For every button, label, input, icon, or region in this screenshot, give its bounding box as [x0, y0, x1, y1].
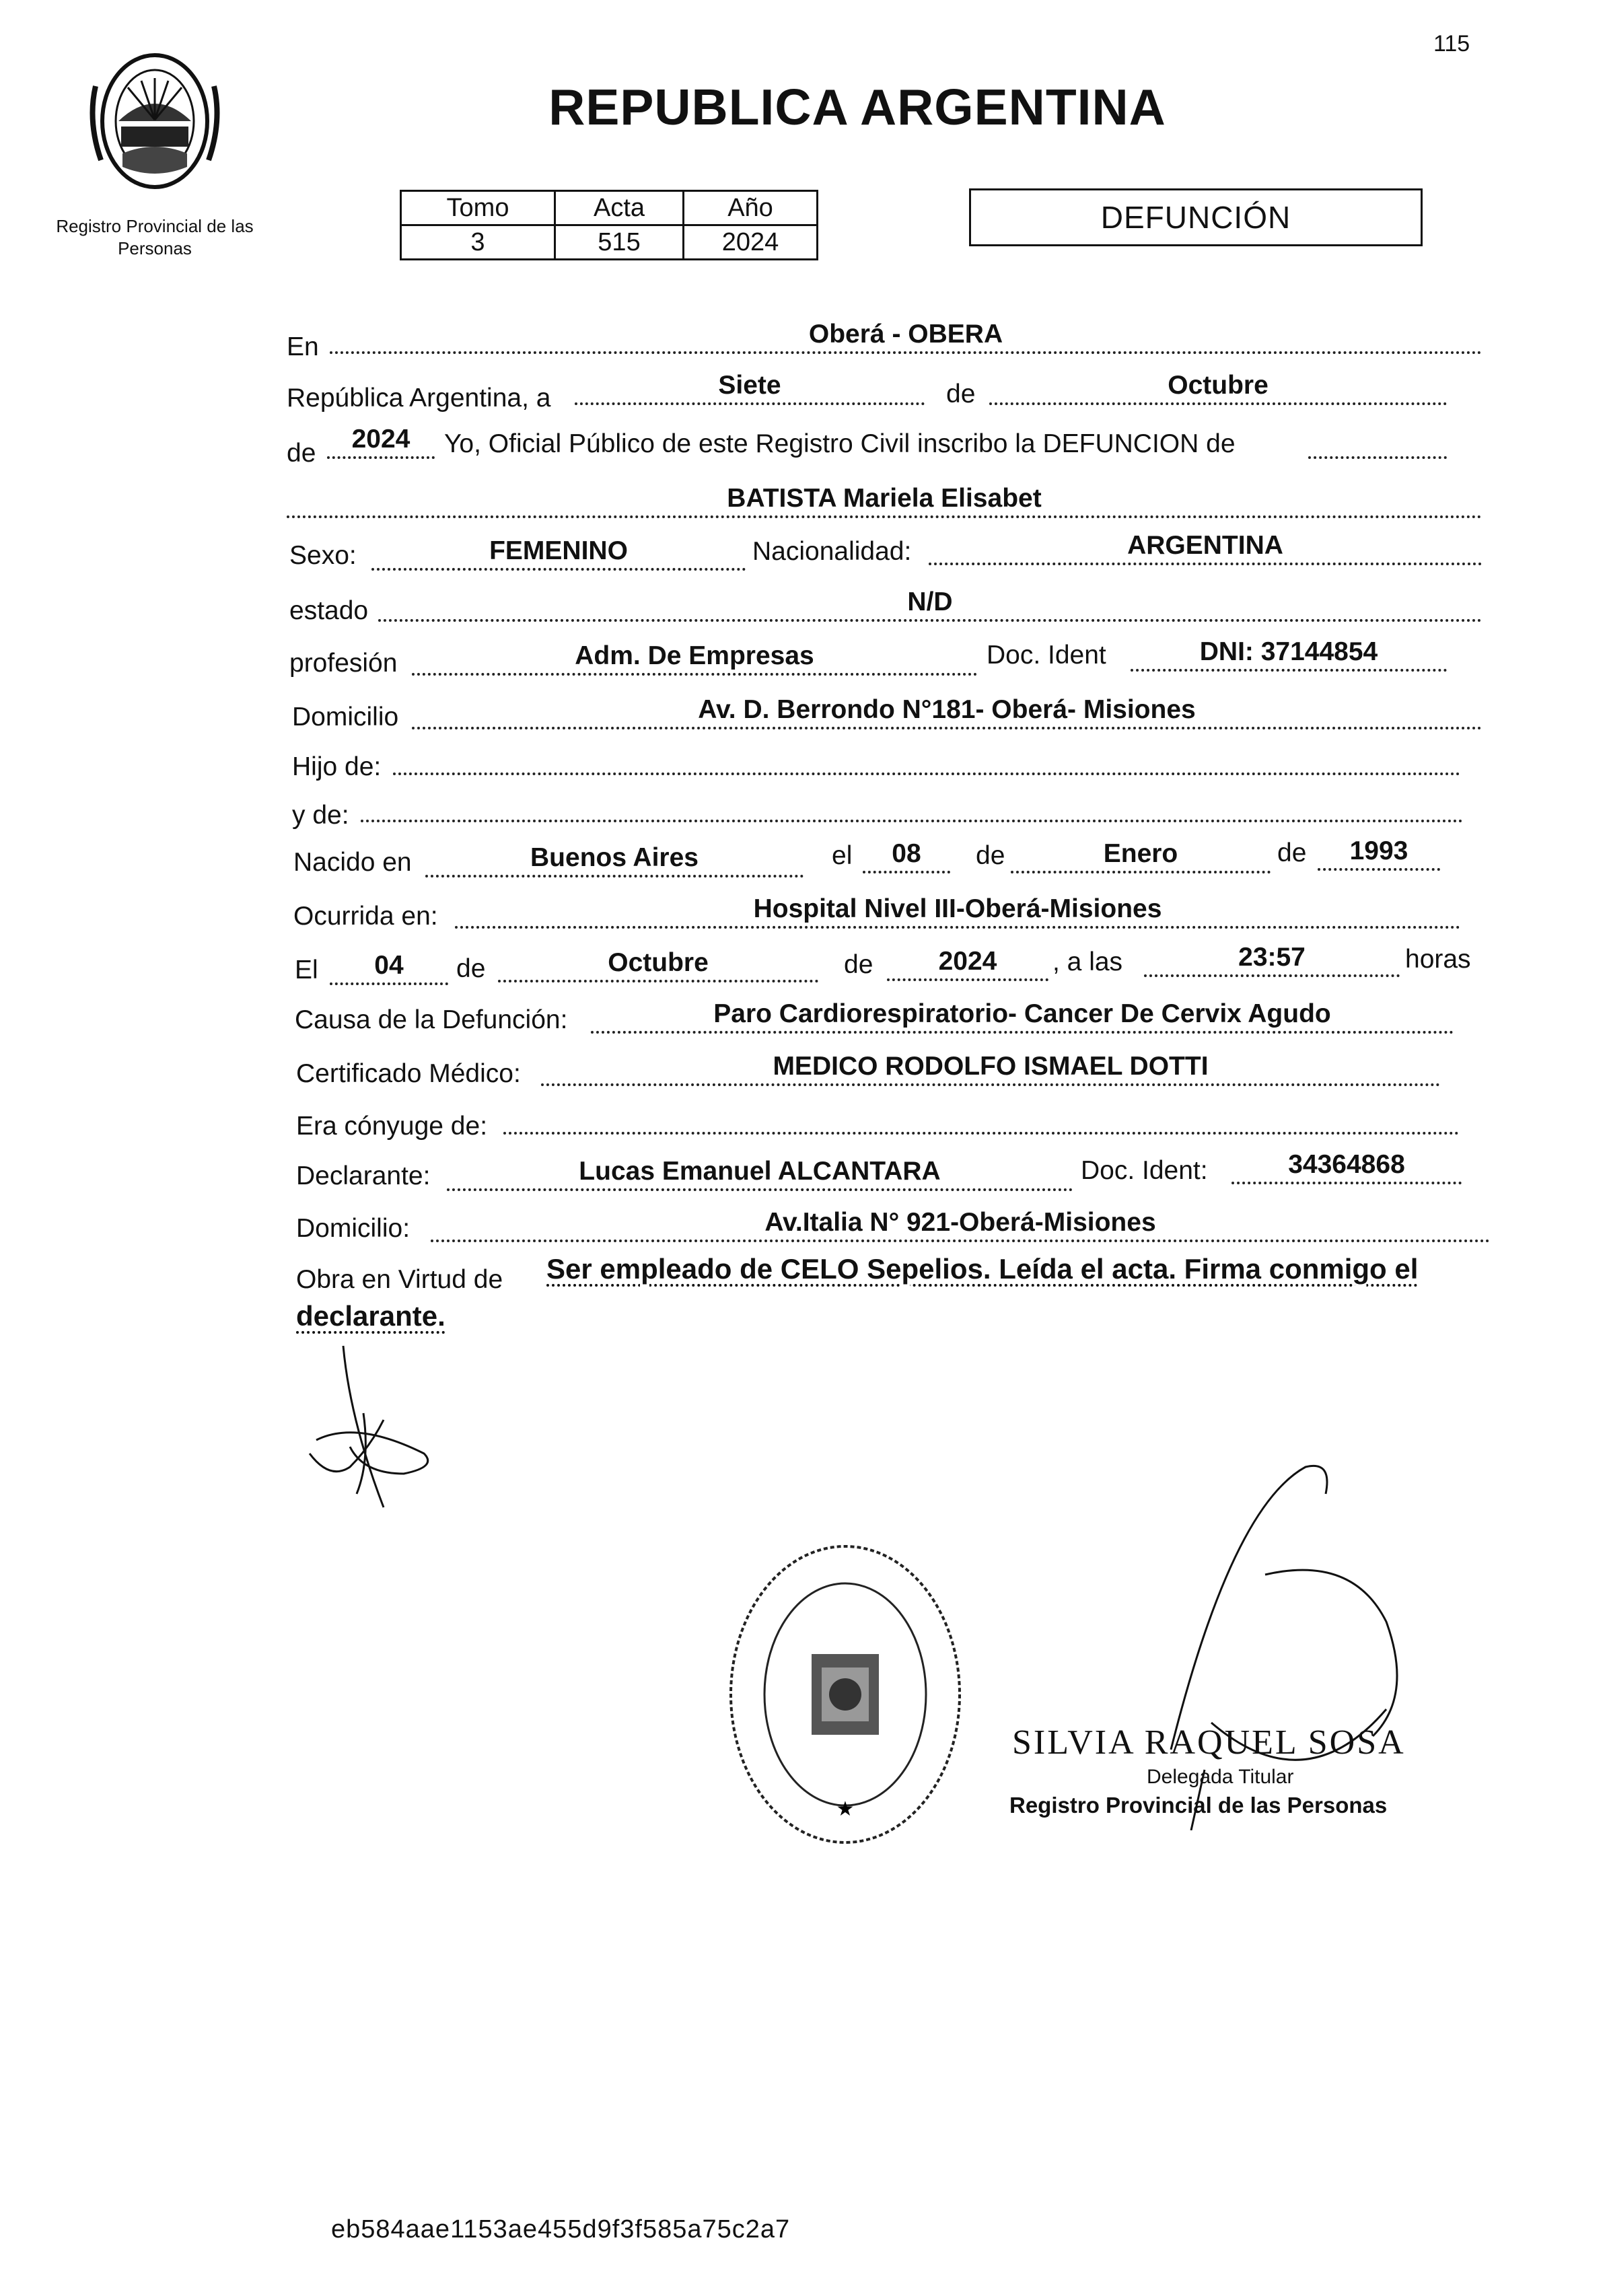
- official-role: Delegada Titular: [1147, 1766, 1294, 1788]
- doc-declarante-value: 34364868: [1288, 1150, 1405, 1179]
- doc-declarante-label: Doc. Ident:: [1081, 1156, 1208, 1185]
- declarante-value: Lucas Emanuel ALCANTARA: [579, 1157, 941, 1186]
- anio-de-label: de: [287, 439, 316, 468]
- acta-value: 515: [555, 225, 684, 260]
- province-emblem-icon: [81, 46, 229, 201]
- obra-value: Ser empleado de CELO Sepelios. Leída el acta. Firma conmigo el: [546, 1253, 1419, 1285]
- doc-ident-value: DNI: 37144854: [1199, 637, 1378, 666]
- sexo-field: [371, 534, 746, 571]
- conyuge-field: [503, 1098, 1459, 1135]
- obra-label: Obra en Virtud de: [296, 1265, 503, 1294]
- ocurrida-en-value: Hospital Nivel III-Oberá-Misiones: [753, 894, 1162, 923]
- anio-value: 2024: [684, 225, 818, 260]
- causa-field: [591, 997, 1454, 1034]
- domicilio-value: Av. D. Berrondo N°181- Oberá- Misiones: [698, 695, 1196, 724]
- certificado-value: MEDICO RODOLFO ISMAEL DOTTI: [773, 1052, 1209, 1081]
- profesion-value: Adm. De Empresas: [575, 641, 814, 670]
- en-label: En: [287, 332, 319, 361]
- declarante-field: [447, 1155, 1073, 1191]
- tomo-value: 3: [401, 225, 555, 260]
- el-anio-value: 2024: [938, 947, 997, 976]
- causa-value: Paro Cardiorespiratorio- Cancer De Cervix Agudo: [713, 999, 1331, 1028]
- domicilio-declarante-field: [431, 1206, 1490, 1242]
- anio-header: Año: [684, 191, 818, 225]
- official-name: SILVIA RAQUEL SOSA: [1012, 1723, 1406, 1762]
- estado-label: estado: [289, 596, 369, 625]
- acta-table-header-row: [401, 191, 818, 225]
- page-number: 115: [1433, 31, 1470, 57]
- hijo-de-field: [393, 739, 1460, 775]
- tomo-header: Tomo: [401, 191, 555, 225]
- nacido-en-field: [425, 841, 804, 877]
- nacido-mes-value: Enero: [1103, 839, 1178, 868]
- document-type-box: DEFUNCIÓN: [969, 188, 1423, 246]
- nombre-field: [287, 482, 1482, 518]
- yo-field: [1308, 423, 1447, 459]
- svg-text:★: ★: [836, 1798, 855, 1820]
- causa-label: Causa de la Defunción:: [295, 1005, 568, 1034]
- ocurrida-en-field: [455, 892, 1460, 929]
- nacionalidad-field: [929, 529, 1482, 565]
- el-mes-value: Octubre: [608, 948, 709, 977]
- nacido-en-label: Nacido en: [293, 848, 412, 877]
- anio-field: [327, 423, 435, 459]
- en-value: Oberá - OBERA: [808, 320, 1003, 349]
- dia-field: [575, 369, 925, 405]
- el-anio-field: [887, 945, 1048, 981]
- en-field: [330, 318, 1482, 354]
- nacido-el-value: 08: [892, 839, 921, 868]
- declarante-label: Declarante:: [296, 1161, 431, 1190]
- horas-label: horas: [1405, 945, 1471, 974]
- nacido-el-field: [863, 837, 950, 873]
- el-dia-label: El: [295, 956, 318, 984]
- certificado-field: [541, 1050, 1440, 1086]
- el-anio-label: de: [844, 950, 873, 979]
- doc-declarante-field: [1231, 1148, 1462, 1184]
- official-office: Registro Provincial de las Personas: [1009, 1793, 1388, 1818]
- hijo-de-label: Hijo de:: [292, 752, 382, 781]
- nacido-mes-field: [1011, 837, 1271, 873]
- domicilio-declarante-value: Av.Italia N° 921-Oberá-Misiones: [764, 1208, 1156, 1237]
- dia-value: Siete: [718, 371, 781, 400]
- estado-field: [378, 585, 1482, 622]
- hora-label: , a las: [1052, 947, 1123, 976]
- acta-header: Acta: [555, 191, 684, 225]
- obra-value-cont: declarante.: [296, 1300, 445, 1332]
- y-de-field: [361, 786, 1463, 822]
- domicilio-label: Domicilio: [292, 703, 399, 731]
- conyuge-label: Era cónyuge de:: [296, 1112, 488, 1141]
- certificado-label: Certificado Médico:: [296, 1059, 521, 1088]
- nacido-anio-field: [1318, 834, 1440, 871]
- nacido-el-label: el: [832, 841, 853, 870]
- logo-caption: Registro Provincial de las Personas: [56, 216, 254, 258]
- nacionalidad-value: ARGENTINA: [1127, 531, 1283, 560]
- domicilio-declarante-label: Domicilio:: [296, 1214, 410, 1243]
- yo-text: Yo, Oficial Público de este Registro Civil inscribo la DEFUNCION de: [444, 429, 1236, 458]
- profesion-label: profesión: [289, 649, 398, 678]
- sexo-value: FEMENINO: [489, 536, 628, 565]
- profesion-field: [412, 639, 977, 676]
- domicilio-field: [412, 693, 1482, 729]
- acta-table-value-row: [401, 225, 818, 260]
- sexo-label: Sexo:: [289, 541, 357, 570]
- doc-ident-label: Doc. Ident: [987, 641, 1106, 670]
- hora-value: 23:57: [1238, 943, 1306, 972]
- el-dia-field: [330, 949, 448, 985]
- republica-de-label: de: [946, 380, 976, 408]
- nacido-en-value: Buenos Aires: [530, 843, 699, 872]
- document-title: REPUBLICA ARGENTINA: [548, 79, 1166, 135]
- mes-field: [989, 369, 1447, 405]
- estado-value: N/D: [907, 587, 953, 616]
- mes-value: Octubre: [1168, 371, 1269, 400]
- republica-label: República Argentina, a: [287, 384, 551, 412]
- declarant-signature-icon: [303, 1339, 451, 1521]
- document-hash: eb584aae1153ae455d9f3f585a75c2a7: [331, 2215, 791, 2244]
- el-mes-field: [498, 946, 818, 982]
- nacido-anio-label: de: [1277, 838, 1307, 867]
- el-dia-value: 04: [374, 951, 404, 980]
- ocurrida-en-label: Ocurrida en:: [293, 902, 438, 931]
- nacionalidad-label: Nacionalidad:: [752, 537, 912, 566]
- nombre-value: BATISTA Mariela Elisabet: [727, 484, 1042, 513]
- y-de-label: y de:: [292, 801, 349, 830]
- nacido-mes-label: de: [976, 841, 1005, 870]
- hora-field: [1144, 941, 1400, 977]
- anio-value: 2024: [351, 425, 410, 454]
- acta-table: [400, 190, 818, 260]
- doc-ident-field: [1131, 635, 1447, 672]
- official-seal-icon: [724, 1540, 966, 1849]
- nacido-anio-value: 1993: [1349, 836, 1408, 865]
- el-mes-label: de: [456, 954, 486, 983]
